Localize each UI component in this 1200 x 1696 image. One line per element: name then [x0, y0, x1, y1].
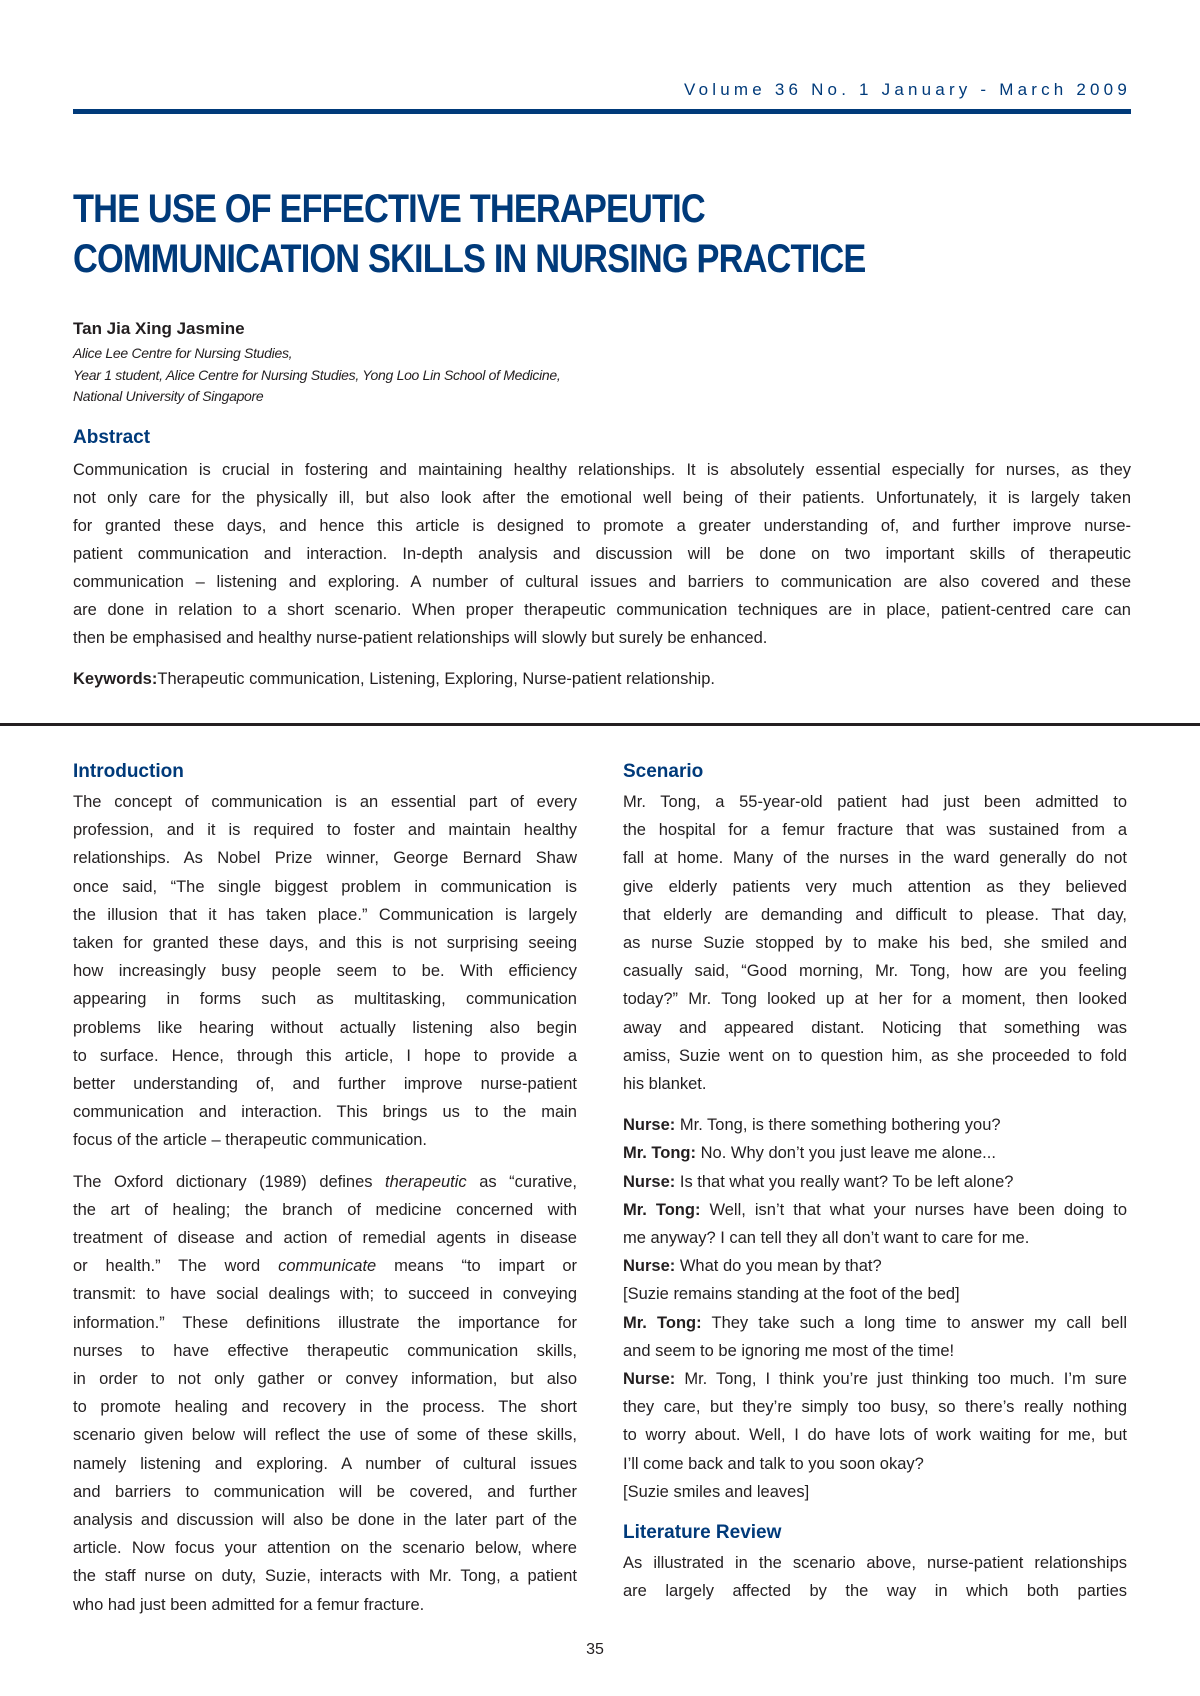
dialogue-text: No. Why don’t you just leave me alone... [700, 1144, 996, 1163]
text-line [623, 1111, 1127, 1139]
text-line: transmit: to have social dealings with; to succeed in conveying [73, 1285, 577, 1304]
text-line: the art of healing; the branch of medicine concerned with [73, 1200, 577, 1219]
text-line [623, 1365, 1127, 1393]
right-column [623, 758, 1127, 1605]
text-line: communication – listening and exploring. A number of cultural issues and barriers to communication are also covered and these [73, 573, 1131, 591]
scenario-body [623, 788, 1127, 1098]
text-line: casually said, “Good morning, Mr. Tong, how are you feeling [623, 962, 1127, 981]
text-line [623, 1252, 1127, 1280]
text-fragment: The Oxford dictionary (1989) defines [73, 1172, 386, 1191]
dialogue-text: Well, isn’t that what your nurses have been doing to [709, 1200, 1127, 1219]
author-name: Tan Jia Xing Jasmine [73, 319, 245, 338]
dialogue-line [623, 1111, 1127, 1139]
text-line: the hospital for a femur fracture that was sustained from a [623, 821, 1127, 840]
affiliation-line: Alice Lee Centre for Nursing Studies, [73, 345, 293, 361]
text-line: Communication is crucial in fostering and maintaining healthy relationships. It is absolutely essential especially for nurses, as they [73, 461, 1131, 479]
dialogue-text: and seem to be ignoring me most of the time! [623, 1341, 955, 1360]
abstract-heading: Abstract [73, 427, 151, 448]
text-line: are largely affected by the way in which both parties [623, 1582, 1127, 1601]
dialogue-text: They take such a long time to answer my call bell [711, 1313, 1127, 1332]
text-line: treatment of disease and action of remedial agents in disease [73, 1229, 577, 1248]
introduction-body [73, 788, 577, 1619]
dialogue-line [623, 1365, 1127, 1478]
stage-direction [623, 1280, 1127, 1308]
scenario-dialogue [623, 1111, 1127, 1506]
text-line: namely listening and exploring. A number of cultural issues [73, 1454, 577, 1473]
text-line [623, 1421, 1127, 1449]
text-line: profession, and it is required to foster and maintain healthy [73, 821, 577, 840]
emphasized-term: therapeutic [385, 1172, 467, 1191]
dialogue-line [623, 1139, 1127, 1167]
text-line: the staff nurse on duty, Suzie, interacts with Mr. Tong, a patient [73, 1567, 577, 1586]
page-number: 35 [586, 1641, 604, 1658]
text-line: the illusion that it has taken place.” Communication is largely [73, 905, 577, 924]
text-line: today?” Mr. Tong looked up at her for a moment, then looked [623, 990, 1127, 1009]
keywords [73, 670, 715, 689]
text-line: not only care for the physically ill, but also look after the emotional well being of their patients. Unfortunately, it is largely taken [73, 489, 1131, 507]
text-fragment: or health.” The word [73, 1257, 279, 1276]
affiliation-line: Year 1 student, Alice Centre for Nursing Studies, Yong Loo Lin School of Medicine, [73, 366, 561, 383]
text-line: in order to not only gather or convey information, but also [73, 1370, 577, 1389]
emphasized-term: communicate [278, 1257, 377, 1276]
text-line: relationships. As Nobel Prize winner, George Bernard Shaw [73, 849, 577, 868]
text-line: patient communication and interaction. In-depth analysis and discussion will be done on two important skills of therapeutic [73, 545, 1131, 563]
text-line: who had just been admitted for a femur fracture. [73, 1595, 425, 1614]
title-line: THE USE OF EFFECTIVE THERAPEUTIC [73, 187, 705, 231]
text-line: nurses to have effective therapeutic communication skills, [73, 1341, 577, 1360]
dialogue-text: they care, but they’re simply too busy, so there’s really nothing [623, 1398, 1127, 1417]
left-column [73, 758, 577, 1619]
speaker-label: Mr. Tong: [623, 1313, 702, 1332]
text-line: As illustrated in the scenario above, nurse-patient relationships [623, 1554, 1127, 1573]
header-rule [73, 109, 1131, 114]
scenario-heading: Scenario [623, 761, 704, 782]
text-line: to surface. Hence, through this article, I hope to provide a [73, 1046, 577, 1065]
text-line [623, 1337, 1127, 1365]
text-line: amiss, Suzie went on to question him, as she proceeded to fold [623, 1046, 1127, 1065]
dialogue-line [623, 1309, 1127, 1365]
literature-review-body [623, 1549, 1127, 1605]
text-line: communication and interaction. This brings us to the main [73, 1103, 577, 1122]
dialogue-text: me anyway? I can tell they all don’t want to care for me. [623, 1229, 1030, 1248]
text-line [623, 1393, 1127, 1421]
dialogue-text: Is that what you really want? To be left alone? [679, 1172, 1014, 1191]
text-line: problems like hearing without actually listening also begin [73, 1018, 577, 1037]
text-line: away and appeared distant. Noticing that something was [623, 1018, 1127, 1037]
keywords-label: Keywords: [73, 670, 158, 688]
literature-review-heading: Literature Review [623, 1522, 782, 1544]
dialogue-line [623, 1196, 1127, 1252]
stage-direction [623, 1478, 1127, 1506]
text-line: article. Now focus your attention on the scenario below, where [73, 1539, 577, 1558]
text-line [623, 1224, 1127, 1252]
speaker-label: Nurse: [623, 1370, 676, 1389]
dialogue-text: Mr. Tong, is there something bothering you? [679, 1116, 1001, 1135]
dialogue-text: What do you mean by that? [679, 1257, 882, 1276]
dialogue-text: to worry about. Well, I do have lots of work waiting for me, but [623, 1426, 1127, 1445]
speaker-label: Mr. Tong: [623, 1200, 701, 1219]
affiliation-line: National University of Singapore [73, 388, 264, 404]
dialogue-line [623, 1252, 1127, 1280]
introduction-heading: Introduction [73, 761, 184, 782]
text-line: how increasingly busy people seem to be. With efficiency [73, 962, 577, 981]
dialogue-text: Mr. Tong, I think you’re just thinking too much. I’m sure [684, 1370, 1127, 1389]
text-line: are done in relation to a short scenario. When proper therapeutic communication techniques are in place, patient-centred care can [73, 601, 1131, 619]
journal-issue-header: Volume 36 No. 1 January - March 2009 [684, 80, 1131, 99]
text-line [623, 1196, 1127, 1224]
speaker-label: Nurse: [623, 1172, 676, 1191]
speaker-label: Nurse: [623, 1257, 676, 1276]
text-line: scenario given below will reflect the use of some of these skills, [73, 1426, 577, 1445]
dialogue-text: [Suzie remains standing at the foot of the bed] [623, 1285, 960, 1304]
text-line [623, 1168, 1127, 1196]
keywords-text: Therapeutic communication, Listening, Exploring, Nurse-patient relationship. [157, 670, 715, 688]
text-line: The concept of communication is an essential part of every [73, 793, 577, 811]
dialogue-text: I’ll come back and talk to you soon okay? [623, 1454, 924, 1473]
speaker-label: Nurse: [623, 1116, 676, 1135]
text-line: appearing in forms such as multitasking, communication [73, 990, 577, 1009]
text-line: his blanket. [623, 1075, 707, 1094]
text-line [73, 1168, 577, 1196]
text-line: taken for granted these days, and this is not surprising seeing [73, 934, 577, 953]
article-title [73, 184, 865, 284]
paragraph [73, 1168, 577, 1619]
text-line: then be emphasised and healthy nurse-patient relationships will slowly but surely be enhanced. [73, 629, 768, 647]
text-line [623, 1309, 1127, 1337]
paragraph [73, 788, 577, 1155]
author-affiliations [73, 343, 561, 408]
abstract-body [73, 456, 1131, 652]
text-line: that elderly are demanding and difficult to please. That day, [623, 905, 1127, 924]
text-line [623, 1280, 1127, 1308]
text-line [623, 1478, 1127, 1506]
text-line: as nurse Suzie stopped by to make his bed, she smiled and [623, 934, 1127, 953]
dialogue-line [623, 1168, 1127, 1196]
text-line: and barriers to communication will be covered, and further [73, 1482, 577, 1501]
text-line [623, 1450, 1127, 1478]
speaker-label: Mr. Tong: [623, 1144, 697, 1163]
text-line [73, 1252, 577, 1280]
text-line: information.” These definitions illustrate the importance for [73, 1313, 577, 1332]
text-fragment: as “curative, [466, 1172, 577, 1191]
title-line: COMMUNICATION SKILLS IN NURSING PRACTICE [73, 237, 866, 281]
text-line: focus of the article – therapeutic communication. [73, 1131, 428, 1150]
text-fragment: means “to impart or [376, 1257, 577, 1276]
text-line: Mr. Tong, a 55-year-old patient had just been admitted to [623, 793, 1127, 811]
text-line: once said, “The single biggest problem in communication is [73, 877, 577, 896]
text-line: analysis and discussion will also be done in the later part of the [73, 1511, 577, 1530]
text-line: fall at home. Many of the nurses in the ward generally do not [623, 849, 1127, 868]
dialogue-text: [Suzie smiles and leaves] [623, 1482, 810, 1501]
text-line [623, 1139, 1127, 1167]
text-line: give elderly patients very much attention as they believed [623, 877, 1127, 896]
text-line: better understanding of, and further improve nurse-patient [73, 1075, 577, 1094]
section-divider [0, 723, 1200, 726]
text-line: to promote healing and recovery in the process. The short [73, 1398, 577, 1417]
text-line: for granted these days, and hence this article is designed to promote a greater understanding of, and further improve nurse- [73, 517, 1131, 535]
